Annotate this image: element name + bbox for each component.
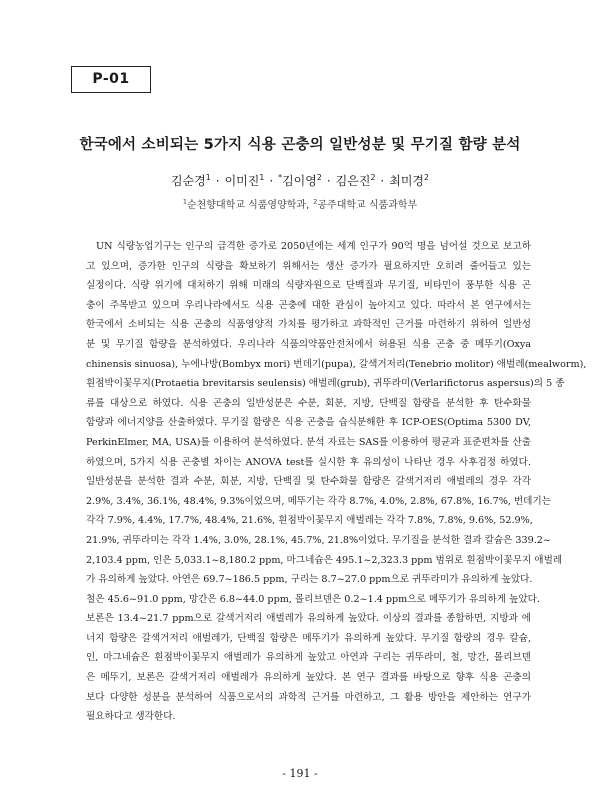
author-name: 이미진	[224, 174, 260, 188]
affiliation-mark: 2	[313, 197, 318, 206]
author-separator: ·	[380, 174, 385, 188]
abstract-line: chinensis sinuosa), 누에나방(Bombyx mori) 번데기(pupa), 갈색거저리(Tenebrio molitor) 애벌레(mealworm),	[86, 358, 587, 370]
affiliations	[0, 196, 600, 211]
abstract-line: 너지 함량은 갈색거저리 애벌레가, 단백질 함량은 메뚜기가 유의하게 높았다. 무기질 함량의 경우 칼슘,	[86, 632, 531, 644]
affiliation-text: 순천향대학교 식품영양학과,	[186, 200, 310, 211]
author	[389, 174, 429, 188]
corresponding-mark: *	[278, 173, 283, 182]
abstract-line: 흰점박이꽃무지(Protaetia brevitarsis seulensis) 애벌레(grub), 귀뚜라미(Verlarifictorus aspersus)의 5 종	[86, 378, 565, 390]
abstract-body	[86, 237, 587, 727]
page-number: - 191 -	[282, 767, 318, 780]
paper-title: 한국에서 소비되는 5가지 식용 곤충의 일반성분 및 무기질 함량 분석	[79, 137, 521, 153]
author	[336, 174, 390, 188]
abstract-line: 21.9%, 귀뚜라미는 각각 1.4%, 3.0%, 28.1%, 45.7%, 21.8%이었다. 무기질을 분석한 결과 칼슘은 339.2~	[86, 534, 551, 546]
author-name: 김은진	[335, 174, 371, 188]
author-name: 김순경	[171, 174, 206, 188]
abstract-line: 각각 7.9%, 4.4%, 17.7%, 48.4%, 21.6%, 흰점박이꽃무지 애벌레는 각각 7.8%, 7.8%, 9.6%, 52.9%,	[86, 515, 533, 527]
author-affil-mark: 2	[316, 173, 322, 182]
poster-code-box	[71, 66, 151, 93]
abstract-line: 2.9%, 3.4%, 36.1%, 48.4%, 9.3%이었으며, 메뚜기는 각각 8.7%, 4.0%, 2.8%, 67.8%, 16.7%, 번데기는	[86, 495, 551, 507]
author-separator: ·	[326, 174, 331, 188]
abstract-line: UN 식량농업기구는 인구의 급격한 증가로 2050년에는 세계 인구가 90억 명을 넘어설 것으로 보고하	[96, 241, 531, 252]
poster-code: P-01	[92, 71, 130, 87]
affiliation-mark: 1	[182, 197, 187, 206]
abstract-line: 함량과 에너지양을 산출하였다. 무기질 함량은 식용 곤충을 습식분해한 후 ICP-OES(Optima 5300 DV,	[86, 417, 531, 429]
author	[278, 174, 335, 188]
abstract-line: 류를 대상으로 하였다. 식용 곤충의 일반성분은 수분, 회분, 지방, 단백질 함량을 분석한 후 탄수화물	[86, 397, 531, 409]
author-affil-mark: 2	[370, 173, 376, 182]
abstract-line: 필요하다고 생각한다.	[86, 711, 176, 723]
author-affil-mark: 1	[259, 173, 265, 182]
author-name: 김이영	[282, 174, 317, 188]
abstract-line: 하였으며, 5가지 식용 곤충별 차이는 ANOVA test를 실시한 후 유의성이 나타난 경우 사후검정 하였다.	[86, 456, 531, 468]
abstract-line: 은 메뚜기, 보론은 갈색거저리 애벌레가 유의하게 높았다. 본 연구 결과를 바탕으로 향후 식용 곤충의	[86, 672, 531, 684]
affiliation	[313, 197, 418, 211]
abstract-line: 한국에서 소비되는 식용 곤충의 식품영양적 가치를 평가하고 과학적인 근거를 마련하기 위하여 일반성	[86, 319, 531, 331]
abstract-line: 가 유의하게 높았다. 아연은 69.7~186.5 ppm, 구리는 8.7~27.0 ppm으로 귀뚜라미가 유의하게 높았다.	[86, 574, 533, 586]
author	[171, 174, 225, 188]
author-affil-mark: 1	[205, 173, 211, 182]
abstract-line: 인, 마그네슘은 흰점박이꽃무지 애벌레가 유의하게 높았고 아연과 구리는 귀뚜라미, 철, 망간, 몰리브덴	[86, 652, 531, 664]
affiliation-text: 공주대학교 식품과학부	[317, 200, 418, 211]
abstract-line: 보다 다양한 성분을 분석하여 식품으로서의 과학적 근거를 마련하고, 그 활용 방안을 제안하는 연구가	[86, 691, 531, 703]
abstract-line: 분 및 무기질 함량을 분석하였다. 우리나라 식품의약품안전처에서 허용된 식용 곤충 중 메뚜기(Oxya	[86, 338, 531, 350]
author-separator: ·	[215, 174, 220, 188]
abstract-line: 고 있으며, 증가한 인구의 식량을 확보하기 위해서는 생산 증가가 필요하지만 오히려 줄어들고 있는	[86, 260, 531, 272]
abstract-line: 2,103.4 ppm, 인은 5,033.1~8,180.2 ppm, 마그네슘은 495.1~2,323.3 ppm 범위로 흰점박이꽃무지 애벌레	[86, 554, 563, 566]
abstract-line: 충이 주목받고 있으며 우리나라에서도 식용 곤충에 대한 관심이 높아지고 있다. 따라서 본 연구에서는	[86, 299, 531, 311]
abstract-line: PerkinElmer, MA, USA)를 이용하여 분석하였다. 분석 자료는 SAS를 이용하여 평균과 표준편차를 산출	[86, 436, 531, 448]
affiliation	[182, 197, 310, 211]
author-affil-mark: 2	[424, 173, 429, 182]
author-list	[0, 172, 600, 189]
author	[225, 174, 279, 188]
author-separator: ·	[269, 174, 274, 188]
abstract-line: 일반성분을 분석한 결과 수분, 회분, 지방, 단백질 및 탄수화물 함량은 갈색거저리 애벌레의 경우 각각	[86, 476, 531, 488]
abstract-line: 철은 45.6~91.0 ppm, 망간은 6.8~44.0 ppm, 몰리브덴은 0.2~1.4 ppm으로 메뚜기가 유의하게 높았다.	[86, 593, 540, 605]
author-name: 최미경	[389, 174, 425, 188]
abstract-line: 실정이다. 식량 위기에 대처하기 위해 미래의 식량자원으로 단백질과 무기질, 비타민이 풍부한 식용 곤	[86, 280, 531, 292]
abstract-line: 보론은 13.4~21.7 ppm으로 갈색거저리 애벌레가 유의하게 높았다. 이상의 결과를 종합하면, 지방과 에	[86, 613, 531, 625]
